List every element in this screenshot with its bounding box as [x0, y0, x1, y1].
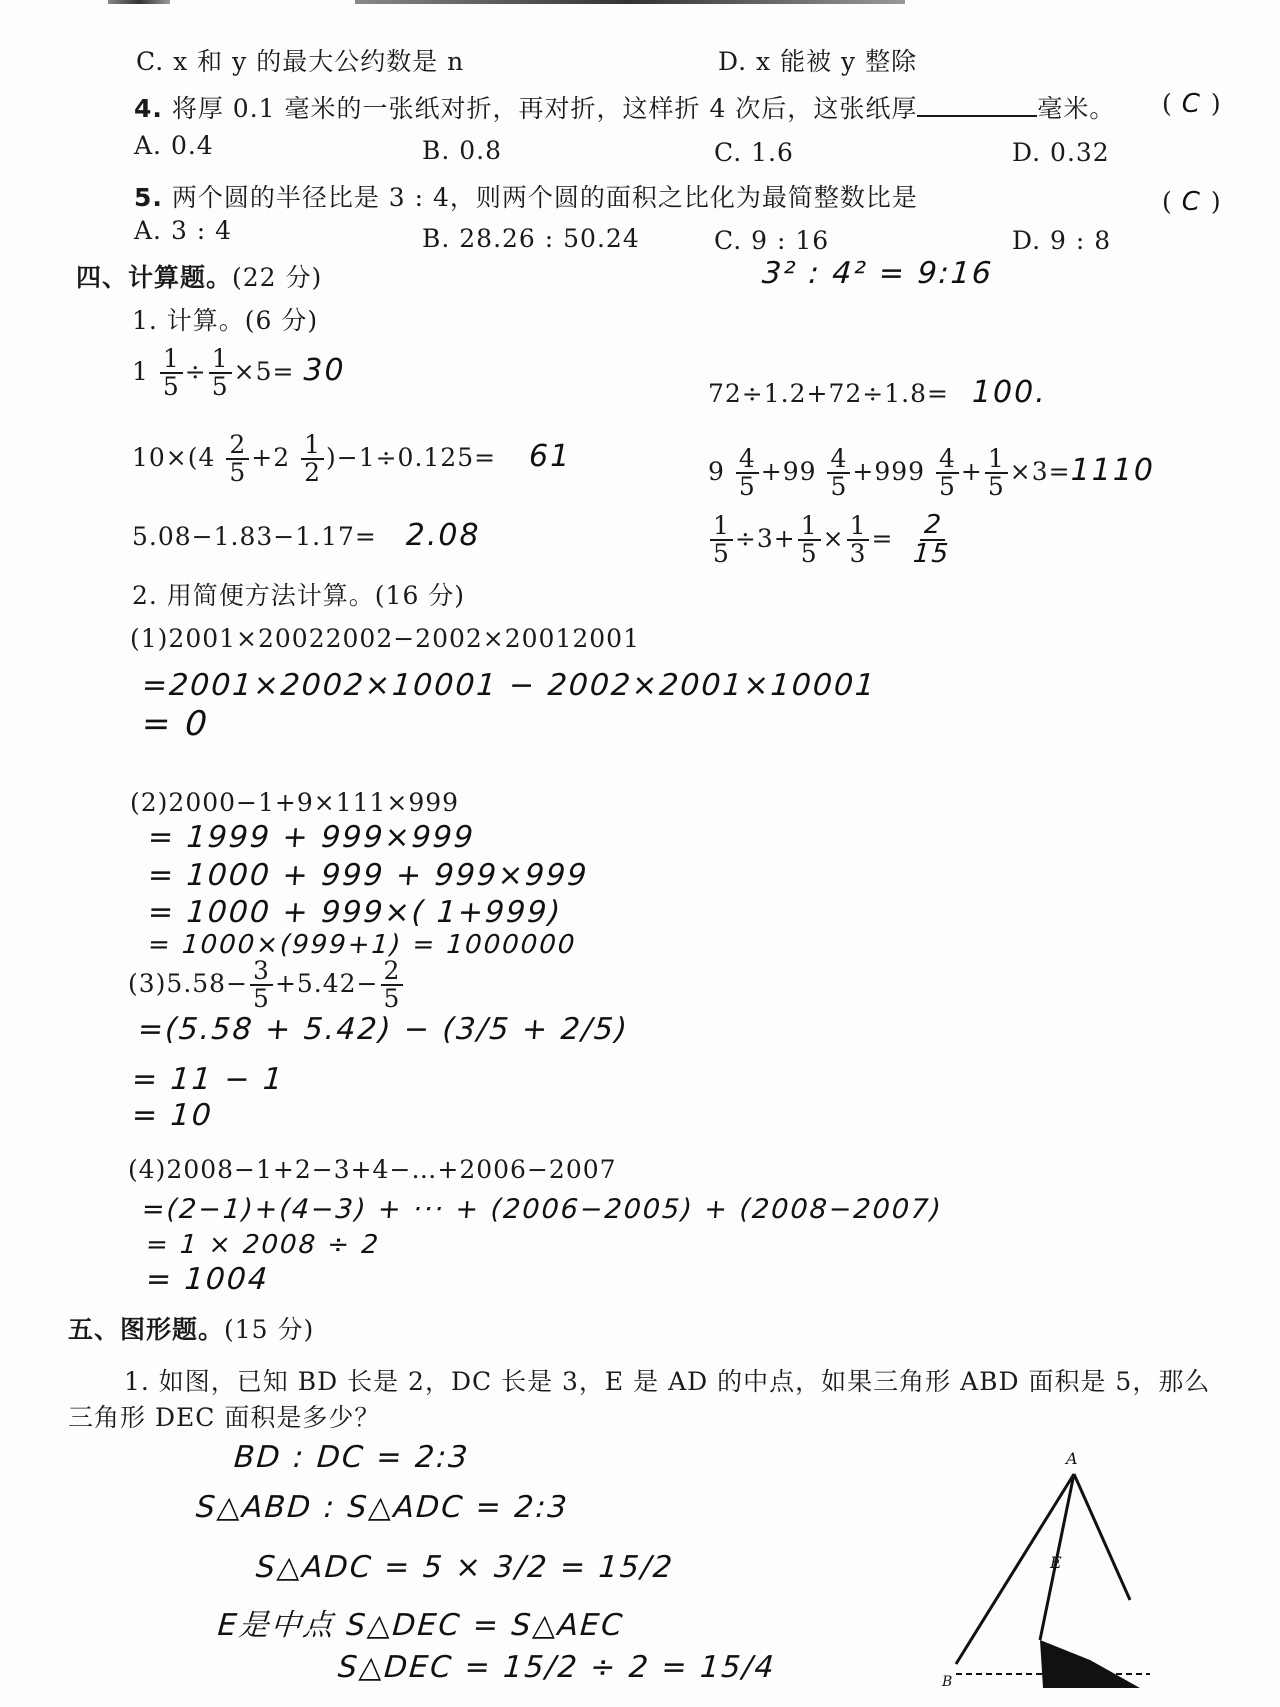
fraction: $\frac{1}{5}$: [798, 513, 821, 568]
paren-left: (: [1162, 89, 1173, 118]
fraction: $\frac{3}{5}$: [250, 958, 273, 1013]
fraction: $\frac{4}{5}$: [736, 446, 759, 501]
expression: 5.08−1.83−1.17=: [132, 522, 377, 551]
expr-tail: ×5=: [233, 356, 295, 386]
problem-4-label: (4)2008−1+2−3+4−…+2006−2007: [128, 1155, 617, 1184]
paren-right: ): [1210, 89, 1222, 118]
q5-option-c: C. 9 : 16: [714, 226, 830, 255]
part2-heading: 2. 用简便方法计算。(16 分): [132, 581, 466, 610]
problem-3-work-2: = 11 − 1: [130, 1062, 286, 1097]
fraction: $\frac{1}{2}$: [301, 432, 324, 487]
point-label-e: E: [1050, 1553, 1062, 1572]
q4-number: 4.: [134, 94, 163, 123]
q4-handwritten-answer: C: [1181, 89, 1202, 119]
handwritten-answer: 2.08: [405, 518, 481, 553]
handwritten-answer: 30: [303, 352, 346, 388]
problem-4-work-2: = 1 × 2008 ÷ 2: [144, 1230, 381, 1260]
q5-answer-paren[interactable]: [1162, 187, 1222, 217]
paren-right: ): [1210, 187, 1222, 216]
problem-4-work-1: =(2−1)+(4−3) + ··· + (2006−2005) + (2008−2007): [140, 1194, 944, 1225]
q4-stem: [134, 89, 1115, 125]
q4-blank[interactable]: [917, 93, 1037, 117]
section5-heading: [68, 1310, 314, 1346]
handwritten-answer: 1110: [1070, 452, 1155, 488]
expr-tail: )−1÷0.125=: [326, 442, 497, 472]
q5-handwritten-answer: C: [1181, 187, 1202, 217]
fraction: $\frac{4}{5}$: [827, 446, 850, 501]
section5-points: (15 分): [224, 1315, 315, 1344]
section5-q1-line2: 三角形 DEC 面积是多少？: [68, 1403, 381, 1432]
section5-work-4: E是中点 S△DEC = S△AEC: [216, 1608, 626, 1643]
q4-option-a: A. 0.4: [134, 131, 214, 160]
section5-q1-line1: 1. 如图，已知 BD 长是 2，DC 长是 3，E 是 AD 的中点，如果三角形 ABD 面积是 5，那么: [124, 1367, 1211, 1396]
fraction: $\frac{1}{5}$: [160, 346, 183, 401]
triangle-figure: [940, 1450, 1160, 1690]
problem-2-work-2: = 1000 + 999 + 999×999: [146, 858, 590, 893]
fraction: $\frac{2}{5}$: [226, 432, 249, 487]
operator: +2: [251, 442, 291, 472]
handwritten-answer: 61: [529, 438, 572, 474]
fraction: $\frac{1}{3}$: [847, 513, 870, 568]
fraction: $\frac{1}{5}$: [209, 346, 232, 401]
section5-work-3: S△ADC = 5 × 3/2 = 15/2: [254, 1550, 676, 1585]
part1-heading: 1. 计算。(6 分): [132, 306, 319, 335]
section5-work-1: BD : DC = 2:3: [232, 1440, 471, 1475]
q5-number: 5.: [134, 183, 163, 212]
operator: ÷: [184, 356, 207, 386]
q3-option-d: D. x 能被 y 整除: [718, 47, 918, 76]
section4-heading: [76, 258, 322, 294]
q4-option-d: D. 0.32: [1012, 138, 1110, 167]
expr-head: 10×(4: [132, 442, 216, 472]
q5-option-a: A. 3 : 4: [134, 216, 233, 245]
section5-work-5: S△DEC = 15/2 ÷ 2 = 15/4: [336, 1650, 777, 1685]
problem-4-work-3: = 1004: [144, 1262, 271, 1297]
problem-1-work-1: =2001×2002×10001 − 2002×2001×10001: [140, 668, 878, 703]
calc-item-5: [132, 518, 481, 553]
section4-points: (22 分): [232, 263, 323, 292]
fraction: $\frac{1}{5}$: [985, 446, 1008, 501]
calc-item-2: [708, 375, 1047, 410]
q5-handwritten-work: 3² : 4² = 9:16: [760, 256, 995, 291]
handwritten-answer: $\frac{2}{15}$: [912, 510, 952, 570]
calc-item-6: $\frac{1}{5}$ ÷3+ $\frac{1}{5}$ × $\frac{1}{3}$ = $\frac{2}{15}$: [708, 512, 953, 569]
q5-stem: [134, 178, 918, 214]
calc-item-3: [132, 432, 571, 487]
handwritten-answer: 100.: [971, 375, 1047, 410]
q4-option-b: B. 0.8: [422, 136, 503, 165]
q5-text: 两个圆的半径比是 3 : 4，则两个圆的面积之比化为最简整数比是: [171, 183, 918, 212]
problem-3-label: (3)5.58− $\frac{3}{5}$ +5.42− $\frac{2}{5}$: [128, 958, 405, 1013]
scan-edge-top: [355, 0, 905, 4]
section4-title: 四、计算题。: [76, 263, 233, 292]
vertex-label-a: A: [1066, 1450, 1078, 1468]
q4-text: 将厚 0.1 毫米的一张纸对折，再对折，这样折 4 次后，这张纸厚: [171, 94, 918, 123]
problem-2-work-1: = 1999 + 999×999: [146, 820, 477, 855]
fraction: $\frac{2}{5}$: [381, 958, 404, 1013]
q4-unit: 毫米。: [1037, 94, 1116, 123]
paren-left: (: [1162, 187, 1173, 216]
problem-1-label: (1)2001×20022002−2002×20012001: [130, 624, 640, 653]
calc-item-1: [132, 346, 346, 401]
q5-option-d: D. 9 : 8: [1012, 226, 1112, 255]
calc-item-4: 9 $\frac{4}{5}$ +99 $\frac{4}{5}$ +999 $\frac{4}{5}$ + $\frac{1}{5}$ ×3=1110: [708, 444, 1155, 502]
problem-2-work-4: = 1000×(999+1) = 1000000: [146, 930, 578, 960]
vertex-label-b: B: [942, 1674, 953, 1690]
problem-2-work-3: = 1000 + 999×( 1+999): [146, 895, 564, 930]
fraction: $\frac{1}{5}$: [710, 513, 733, 568]
q5-option-b: B. 28.26 : 50.24: [422, 224, 640, 253]
section5-title: 五、图形题。: [68, 1315, 225, 1344]
scan-edge-top: [108, 0, 170, 4]
problem-1-work-2: = 0: [140, 704, 211, 744]
problem-3-work-3: = 10: [130, 1098, 215, 1133]
q3-option-c: C. x 和 y 的最大公约数是 n: [136, 47, 465, 76]
problem-2-label: (2)2000−1+9×111×999: [130, 788, 460, 817]
expression: 72÷1.2+72÷1.8=: [708, 379, 949, 408]
q4-option-c: C. 1.6: [714, 138, 794, 167]
section5-work-2: S△ABD : S△ADC = 2:3: [194, 1490, 570, 1525]
whole-part: 1: [132, 356, 149, 386]
q4-answer-paren[interactable]: [1162, 89, 1222, 119]
fraction: $\frac{4}{5}$: [936, 446, 959, 501]
problem-3-work-1: =(5.58 + 5.42) − (3/5 + 2/5): [136, 1012, 630, 1047]
